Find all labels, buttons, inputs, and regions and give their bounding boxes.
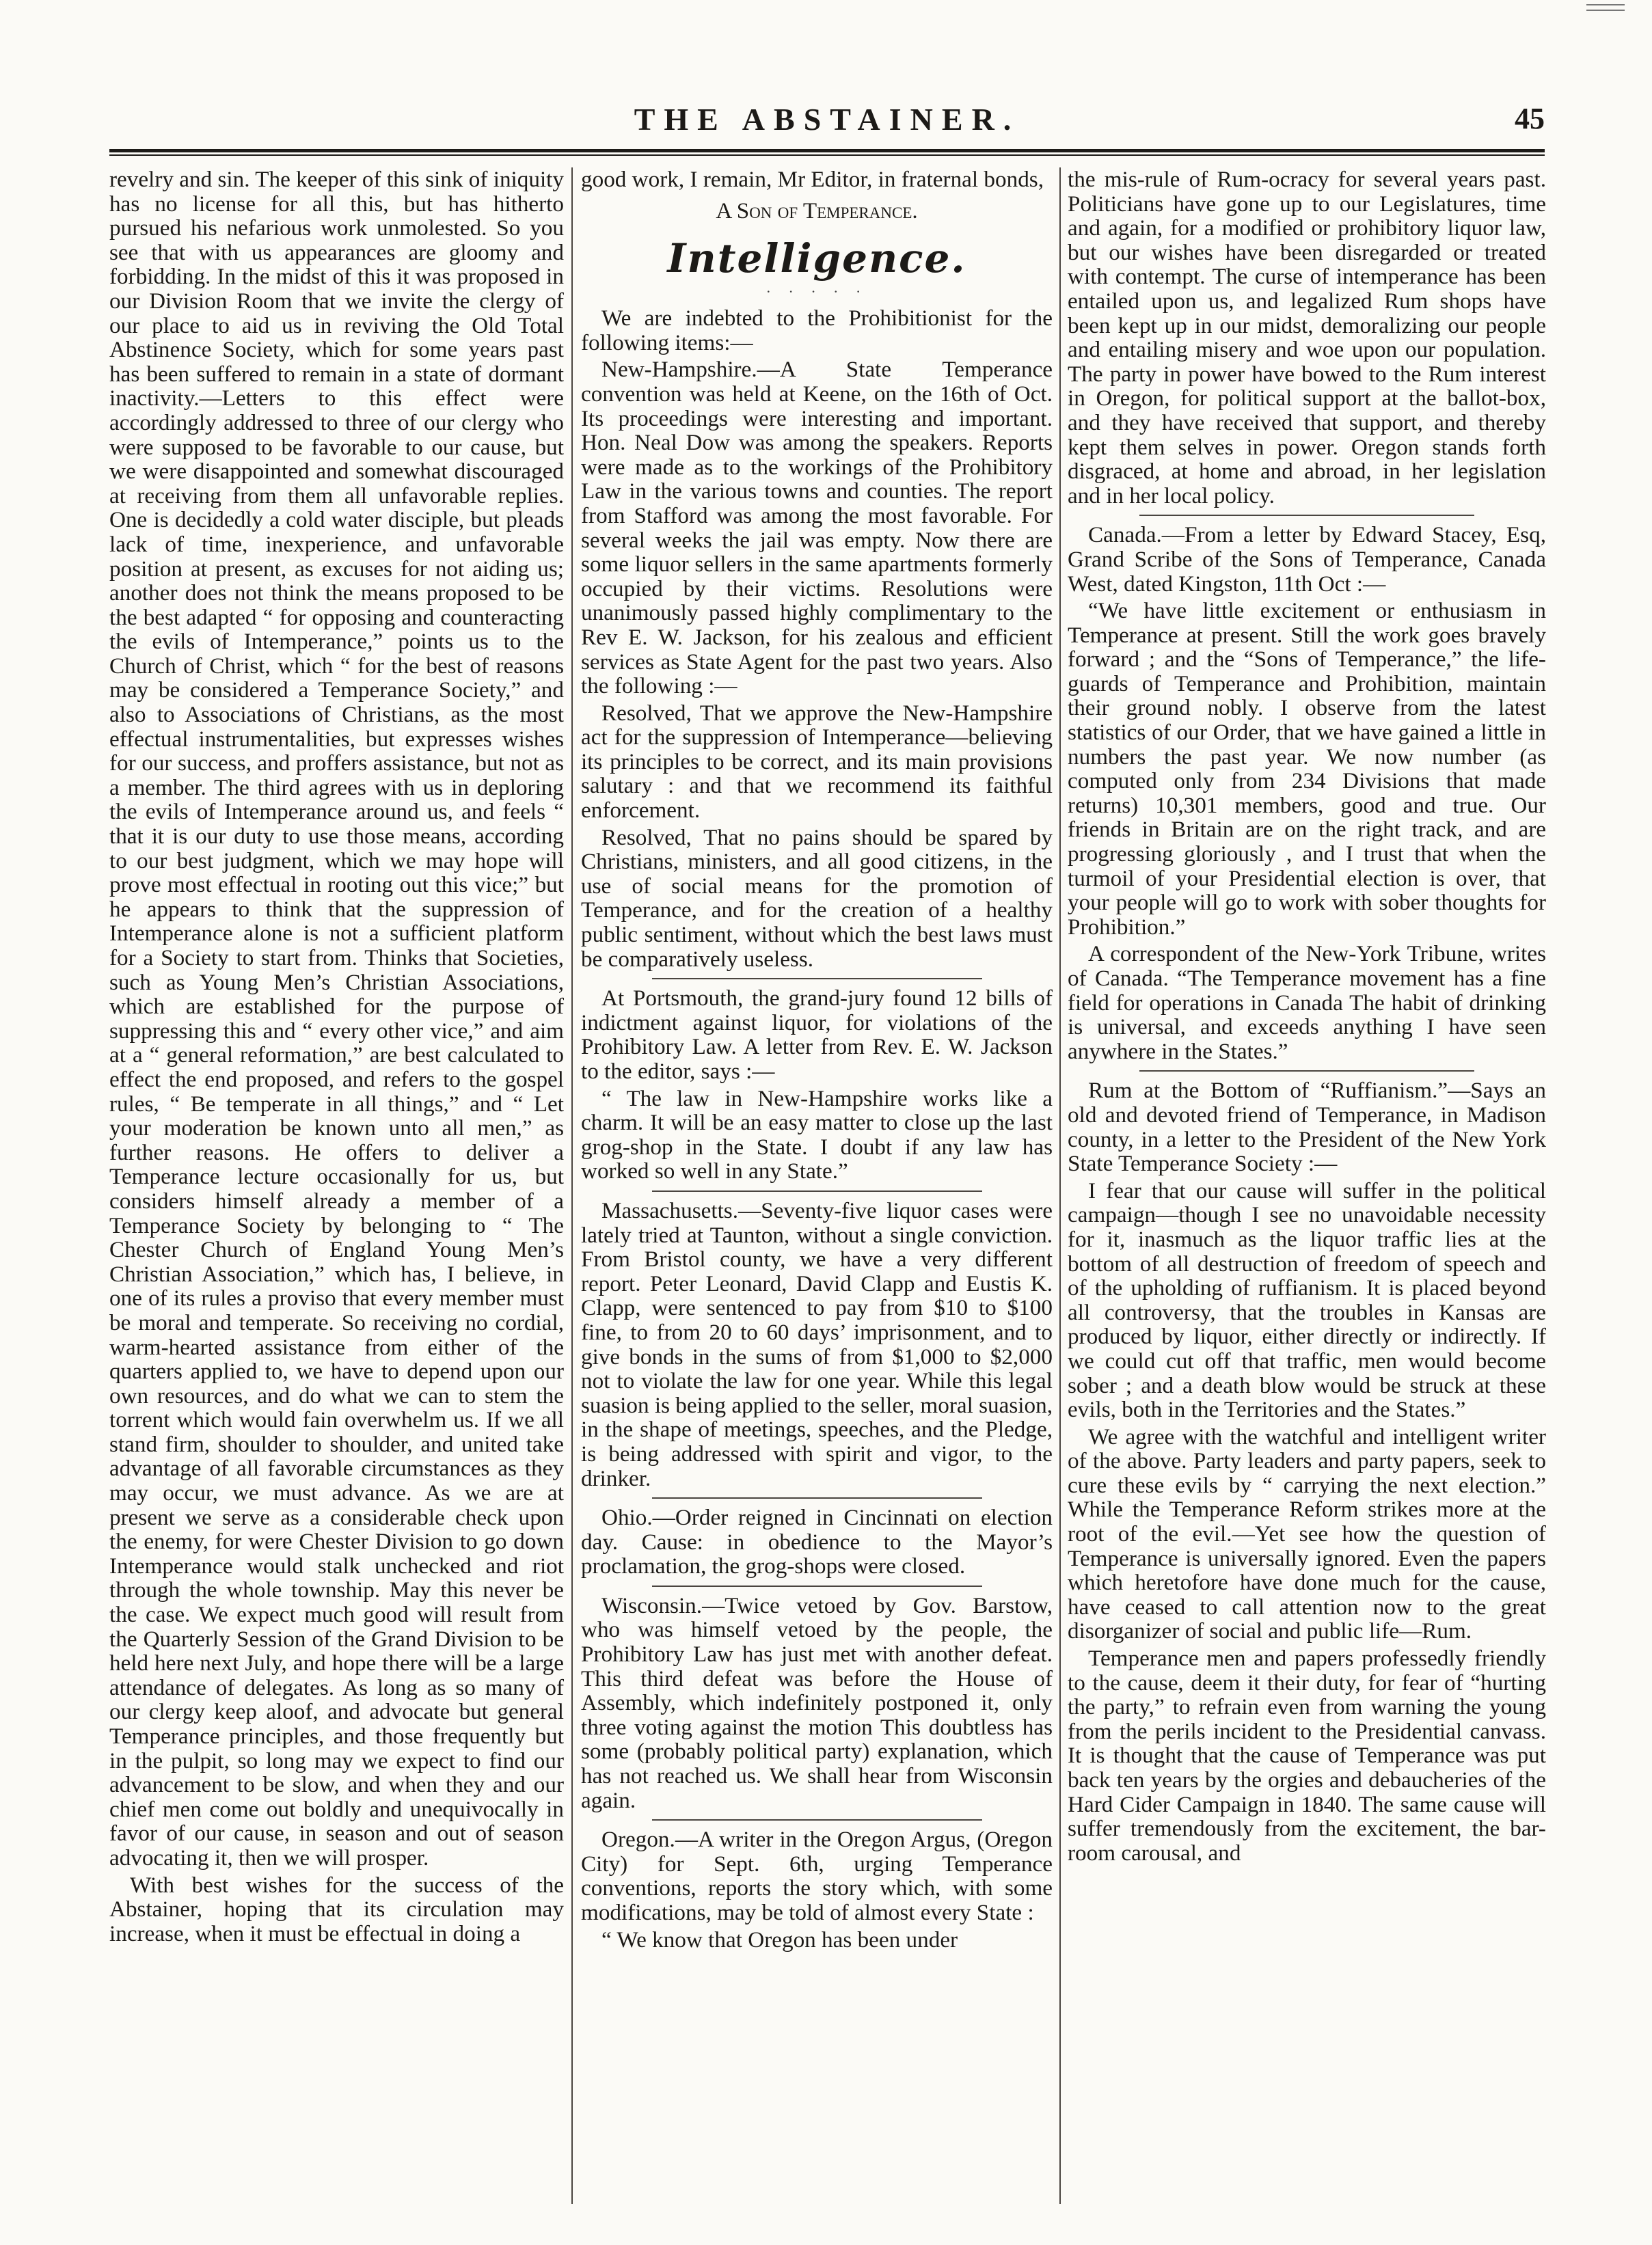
paragraph: the mis-rule of Rum-ocracy for several years past. Politicians have gone up to our Legislatures, time and again, for a modified or prohibitory liquor law, but our wishes have been disregarded or treated with contempt. The curse of intemperance has been entailed upon us, and legalized Rum shops have been kept up in our midst, demoralizing our people and entailing misery and woe upon our population. The party in power have bowed to the Rum interest in Oregon, for political support at the ballot-box, and they have received that support, and thereby kept them selves in power. Oregon stands forth disgraced, at home and abroad, in her legislation and in her local policy. bbox=[1068, 167, 1546, 508]
news-item-new-hampshire: New-Hampshire.—A State Temperance convention was held at Keene, on the 16th of Oct. Its proceedings were interesting and important. Hon. Neal Dow was among the speakers. Reports were made as to the workings of the Prohibitory Law in the various towns and counties. The report from Stafford was among the most favorable. For several weeks the jail was empty. Now there are some liquor sellers in the same apartments formerly occupied by their victims. Resolutions were unanimously passed highly complimentary to the Rev E. W. Jackson, for his zealous and efficient services as State Agent for the past two years. Also the following :— bbox=[581, 357, 1053, 699]
letter-signature: A Son of Temperance. bbox=[716, 198, 918, 223]
paragraph: revelry and sin. The keeper of this sink of iniquity has no license for all this, but has hitherto pursued his nefarious work unmolested. So you see that with us appearances are gloomy and forbidding. In the midst of this it was proposed in our Division Room that we invite the clergy of our place to aid us in reviving the Old Total Abstinence Society, which for some years past has been suffered to remain in a state of dormant inactivity.—Letters to this effect were accordingly addressed to three of our clergy who were supposed to be favorable to our cause, but we were disappointed and somewhat discouraged at receiving from them all unfavorable replies. One is decidedly a cold water disciple, but pleads lack of time, inexperience, and unfavorable position at present, as excuses for not aiding us; another does not think the means proposed to be the best adapted “ for opposing and counteracting the evils of Intemperance,” points us to the Church of Christ, which “ for the best of reasons may be considered a Temperance Society,” and also to Associations of Christians, as the most effectual instrumentalities, but expresses wishes for our success, and proffers assistance, but not as a member. The third agrees with us in deploring the evils of Intemperance around us, and feels “ that it is our duty to use those means, according to our best judgment, which we may hope will prove most effectual in rooting out this vice;” but he appears to think that the suppression of Intemperance alone is not a sufficient platform for a Society to start from. Thinks that Societies, such as Young Men’s Christian Associations, which are established for the purpose of suppressing this and “ every other vice,” and aim at a “ general reformation,” are best calculated to effect the end proposed, and refers to the gospel rules, “ Be temperate in all things,” and “ Let your moderation be known unto all men,” as further reasons. He offers to deliver a Temperance lecture occasionally for us, but considers himself already a member of a Temperance Society by belonging to “ The Chester Church of England Young Men’s Christian Association,” which has, I believe, in one of its rules a proviso that every member must be moral and temperate. So receiving no cordial, warm-hearted assistance from either of the quarters applied to, we have to depend upon our own resources, and do what we can to stem the torrent which would fain overwhelm us. If we all stand firm, shoulder to shoulder, and united take advantage of all favorable circumstances as they may occur, we must advance. As we are at present we serve as a considerable check upon the enemy, for were Chester Division to go down Intemperance would stalk unchecked and riot through the whole township. May this never be the case. We expect much good will result from the Quarterly Session of the Grand Division to be held here next July, and hope there will be a large attendance of delegates. As long as so many of our clergy keep aloof, and advocate but general Temperance principles, and those frequently but in the pulpit, so long may we expect to find our advancement to be slow, and when they and our chief men come out boldly and unequivocally in favor of our cause, in season and out of season advocating it, then we will prosper. bbox=[109, 167, 564, 1870]
column-divider bbox=[1059, 167, 1061, 2204]
news-item-massachusetts: Massachusetts.—Seventy-five liquor cases were lately tried at Taunton, without a single conviction. From Bristol county, we have a very different report. Peter Leonard, David Clapp and Eustis K. Clapp, were sentenced to pay from $10 to $100 fine, to from 20 to 60 days’ imprisonment, and to give bonds in the sums of from $1,000 to $2,000 not to violate the law for one year. While this legal suasion is being applied to the seller, moral suasion, in the shape of meetings, speeches, and the Pledge, is being addressed with spirit and vigor, to the drinker. bbox=[581, 1197, 1053, 1491]
item-separator bbox=[652, 1190, 982, 1192]
item-separator bbox=[652, 1586, 982, 1587]
column-divider bbox=[571, 167, 573, 2204]
paragraph: With best wishes for the success of the Abstainer, hoping that its circulation may increase, when it must be effectual in doing a bbox=[109, 1872, 564, 1946]
quotation: “We have little excitement or enthusiasm in Temperance at present. Still the work goes bravely forward ; and the “Sons of Temperance,” the life-guards of Temperance and Prohibition, maintain their ground nobly. I observe from the latest statistics of our Order, that we have gained a little in numbers the past year. We now number (as computed only from 234 Divisions that made returns) 10,301 members, good and true. Our friends in Britain are on the right track, and are progressing gloriously , and I trust that when the turmoil of your Presidential election is over, that your people will go to work with sober thoughts for Prohibition.” bbox=[1068, 598, 1546, 940]
quotation: “ We know that Oregon has been under bbox=[601, 1927, 958, 1953]
column-3 bbox=[1068, 167, 1546, 2204]
resolution: Resolved, That we approve the New-Hampshire act for the suppression of Intemperance—believing its principles to be correct, and its main provisions salutary : and that we recommend its faithful enforcement. bbox=[581, 700, 1053, 824]
page-header bbox=[109, 101, 1545, 144]
ornament-divider: · · · · · bbox=[766, 283, 868, 301]
section-heading: Intelligence. bbox=[667, 235, 966, 282]
paragraph: good work, I remain, Mr Editor, in fraternal bonds, bbox=[581, 167, 1044, 192]
quotation: “ The law in New-Hampshire works like a charm. It will be an easy matter to close up the last grog-shop in the State. I doubt if any law has worked so well in any State.” bbox=[581, 1085, 1053, 1184]
resolution: Resolved, That no pains should be spared by Christians, ministers, and all good citizens, in the use of social means for the promotion of Temperance, and for the creation of a healthy public sentiment, without which the best laws must be comparatively useless. bbox=[581, 824, 1053, 972]
news-item-portsmouth: At Portsmouth, the grand-jury found 12 bills of indictment against liquor, for violations of the Prohibitory Law. A letter from Rev. E. W. Jackson to the editor, says :— bbox=[581, 985, 1053, 1084]
news-item-ohio: Ohio.—Order reigned in Cincinnati on election day. Cause: in obedience to the Mayor’s proclamation, the grog-shops were closed. bbox=[581, 1505, 1053, 1579]
item-separator bbox=[652, 1819, 982, 1821]
paragraph: A correspondent of the New-York Tribune, writes of Canada. “The Temperance movement has a fine field for operations in Canada The habit of drinking is universal, and exceeds anything I have seen anywhere in the States.” bbox=[1068, 941, 1546, 1064]
news-item-ruffianism: Rum at the Bottom of “Ruffianism.”—Says an old and devoted friend of Temperance, in Madison county, in a letter to the President of the New York State Temperance Society :— bbox=[1068, 1078, 1546, 1177]
news-item-canada: Canada.—From a letter by Edward Stacey, Esq, Grand Scribe of the Sons of Temperance, Canada West, dated Kingston, 11th Oct :— bbox=[1068, 522, 1546, 597]
news-item-oregon: Oregon.—A writer in the Oregon Argus, (Oregon City) for Sept. 6th, urging Temperance conventions, reports the story which, with some modifications, may be told of almost every State : bbox=[581, 1827, 1053, 1925]
item-separator bbox=[652, 1497, 982, 1499]
item-separator bbox=[1139, 515, 1474, 516]
corner-mark bbox=[1586, 10, 1625, 11]
paragraph: We agree with the watchful and intelligent writer of the above. Party leaders and party papers, seek to cure these evils by “ carrying the next election.” While the Temperance Reform strikes more at the root of the evil.—Yet see how the question of Temperance is universally ignored. Even the papers which heretofore have done much for the cause, have ceased to call attention now to the great disorganizer of social and public life—Rum. bbox=[1068, 1424, 1546, 1644]
quotation: I fear that our cause will suffer in the political campaign—though I see no unavoidable necessity for it, inasmuch as the liquor traffic lies at the bottom of all destruction of freedom of speech and of the upholding of ruffianism. It is placed beyond all controversy, that the troubles in Kansas are produced by liquor, either directly or indirectly. If we could cut off that traffic, men would become sober ; and a death blow would be struck at these evils, both in the Territories and the States.” bbox=[1068, 1178, 1546, 1423]
header-rule bbox=[109, 149, 1545, 156]
item-separator bbox=[652, 978, 982, 979]
news-item-wisconsin: Wisconsin.—Twice vetoed by Gov. Barstow, who was himself vetoed by the people, the Prohibitory Law has just met with another defeat. This third defeat was before the House of Assembly, which indefinitely postponed it, only three voting against the motion This doubtless has some (probably political party) explanation, which has not reached us. We shall hear from Wisconsin again. bbox=[581, 1592, 1053, 1813]
item-separator bbox=[1139, 1070, 1474, 1072]
page-number: 45 bbox=[1515, 102, 1545, 135]
paragraph: Temperance men and papers professedly friendly to the cause, deem it their duty, for fear of “hurting the party,” to refrain even from warning the young from the perils incident to the Presidential canvass. It is thought that the cause of Temperance was put back ten years by the orgies and debaucheries of the Hard Cider Campaign in 1840. The same cause will suffer tremendously from the excitement, the bar-room carousal, and bbox=[1068, 1646, 1546, 1866]
masthead-title: THE ABSTAINER. bbox=[634, 102, 1020, 137]
column-2 bbox=[581, 167, 1053, 2204]
column-1 bbox=[109, 167, 564, 2204]
paragraph: We are indebted to the Prohibitionist for the following items:— bbox=[581, 305, 1053, 355]
corner-mark bbox=[1586, 4, 1625, 5]
